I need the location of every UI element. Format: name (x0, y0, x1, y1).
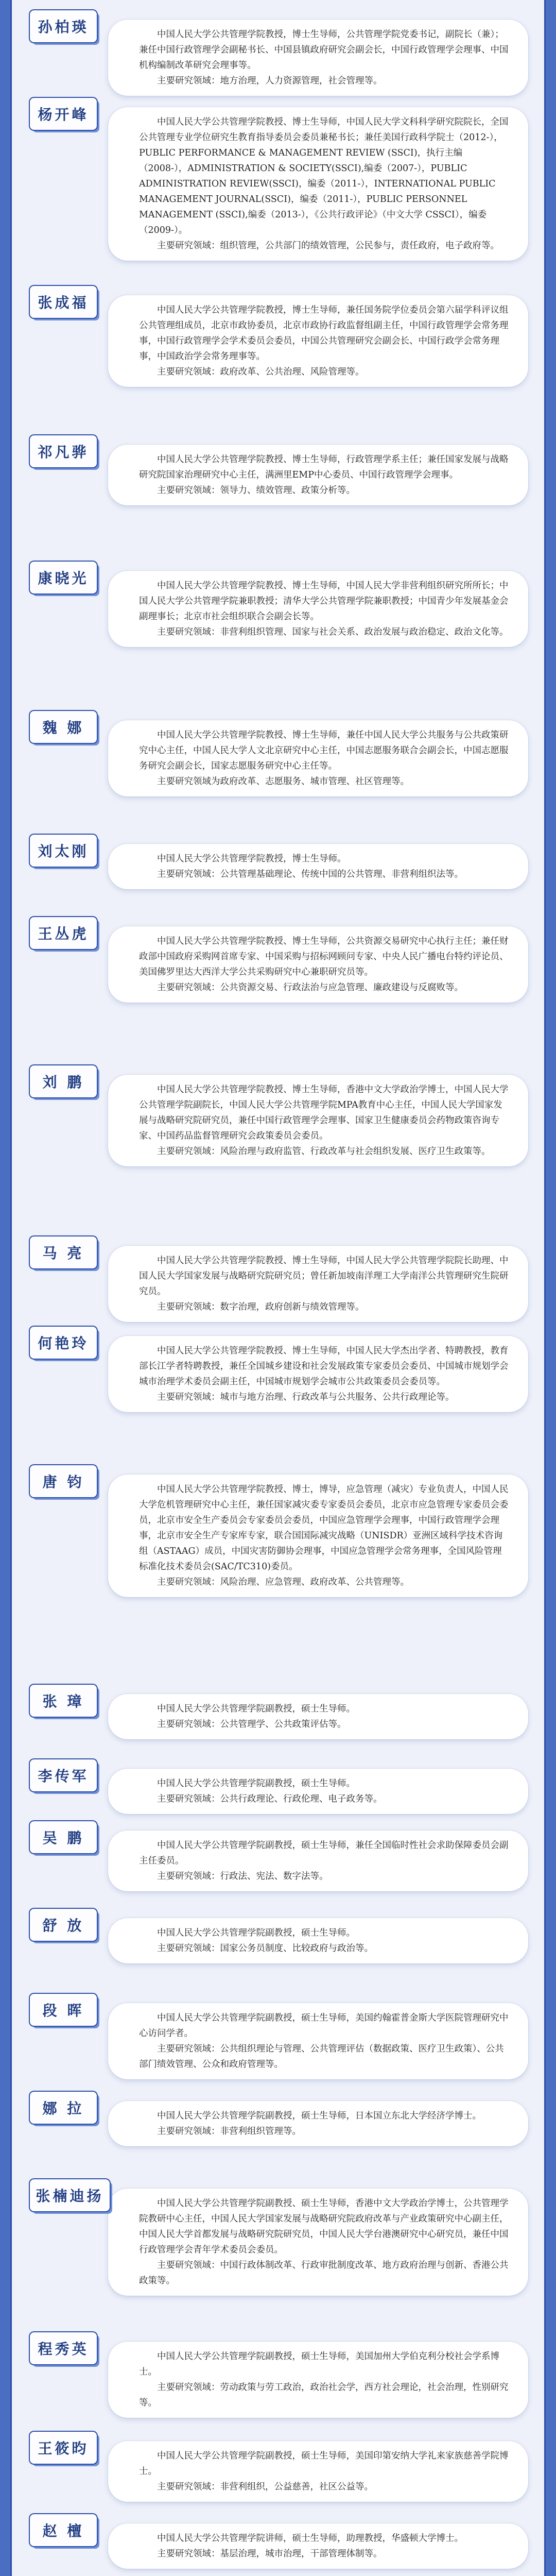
bio-text: 中国人民大学公共管理学院副教授，硕士生导师。 (157, 1704, 355, 1714)
research-areas-text: 主要研究领域：基层治理，城市治理，干部管理体制等。 (157, 2549, 383, 2559)
name-tag: 娜 拉 (30, 2092, 97, 2124)
bio-card (108, 2523, 528, 2569)
bio-card (108, 2342, 528, 2418)
bio-card (108, 1918, 528, 1963)
bio-text: 中国人民大学公共管理学院副教授，硕士生导师。 (157, 1778, 355, 1789)
research-areas-text: 主要研究领域：公共组织理论与管理、公共管理评估（数据政策、医疗卫生政策）、公共部门绩效管理、公众和政府管理等。 (139, 2044, 504, 2070)
bio-card (108, 1246, 528, 1322)
bio-text: 中国人民大学公共管理学院教授、博士生导师，中国人民大学文科科学研究院院长，全国公共管理专业学位研究生教育指导委员会委员兼秘书长；兼任美国行政科学院士（2012-），PUBLIC PERFORMANCE & MANAGEMENT REVIEW (SSCI)，执行主编（2008-），ADMINISTRATION & SOCIETY(SSCI),编委（2007-），PUBLIC ADMINISTRATION REVIEW(SSCI)，编委（2011-），INTERNATIONAL PUBLIC MANAGEMENT JOURNAL(SSCI)，编委（2011-），PUBLIC PERSONNEL MANAGEMENT (SSCI),编委（2013-），《公共行政评论》（中文大学 CSSCI），编委（2009-）。 (139, 117, 509, 235)
bio-text: 中国人民大学公共管理学院副教授，硕士生导师，兼任全国临时性社会求助保障委员会副主任委员。 (139, 1840, 509, 1866)
name-tag: 刘 鹏 (30, 1065, 97, 1097)
bio-card (108, 20, 528, 96)
name-tag: 吴 鹏 (30, 1821, 97, 1853)
research-areas-text: 主要研究领域：非营利组织管理等。 (157, 2126, 301, 2137)
bio-text: 中国人民大学公共管理学院教授、博士生导师，兼任中国人民大学公共服务与公共政策研究中心主任，中国人民大学人文北京研究中心主任，中国志愿服务联合会副会长，中国志愿服务研究会副会长，国家志愿服务研究中心主任等。 (139, 730, 509, 771)
bio-card (108, 2003, 528, 2079)
bio-text: 中国人民大学公共管理学院教授、博士生导师，中国人民大学非营利组织研究所所长；中国人民大学公共管理学院兼职教授；清华大学公共管理学院兼职教授；中国青少年发展基金会副理事长；北京市社会组织联合会副会长等。 (139, 581, 509, 622)
bio-text: 中国人民大学公共管理学院教授，博士生导师，兼任国务院学位委员会第六届学科评议组公共管理组成员，北京市政协委员，北京市政协行政监督组副主任，中国行政管理学会常务理事，中国行政管理学会学术委员会委员，中国公共管理研究会副会长、中国行政学会常务理事，中国政治学会常务理事等。 (139, 305, 509, 362)
bio-card (108, 926, 528, 1003)
bio-card (108, 445, 528, 505)
research-areas-text: 主要研究领域：地方治理，人力资源管理，社会管理等。 (157, 76, 383, 86)
name-tag: 舒 放 (30, 1909, 97, 1941)
name-tag: 魏 娜 (30, 711, 97, 743)
name-tag: 马 亮 (30, 1236, 97, 1268)
name-tag: 李传军 (30, 1759, 97, 1791)
bio-text: 中国人民大学公共管理学院副教授，硕士生导师，美国印第安纳大学礼来家族慈善学院博士。 (139, 2451, 509, 2477)
name-tag: 孙柏瑛 (30, 10, 97, 42)
research-areas-text: 主要研究领域：组织管理，公共部门的绩效管理，公民参与，责任政府，电子政府等。 (157, 241, 499, 251)
research-areas-text: 主要研究领域：公共资源交易、行政法治与应急管理、廉政建设与反腐败等。 (157, 982, 463, 993)
research-areas-text: 主要研究领域：公共管理学、公共政策评估等。 (157, 1719, 346, 1730)
bio-card (108, 1075, 528, 1166)
bio-card (108, 571, 528, 647)
bio-text: 中国人民大学公共管理学院教授、博士生导师，中国人民大学杰出学者、特聘教授，教育部长江学者特聘教授，兼任全国城乡建设和社会发展政策专家委员会委员、中国城市规划学会城市治理学术委员会副主任，中国城市规划学会城市公共政策委员会委员等。 (139, 1346, 509, 1387)
bio-card (108, 1694, 528, 1739)
name-tag: 张楠迪扬 (30, 2179, 110, 2211)
research-areas-text: 主要研究领域：非营利组织管理、国家与社会关系、政治发展与政治稳定、政治文化等。 (157, 627, 509, 637)
bio-text: 中国人民大学公共管理学院教授，博士生导师，公共管理学院党委书记，副院长（兼）；兼任中国行政管理学会副秘书长、中国县镇政府研究会副会长，中国行政管理学会理事、中国机构编制改革研究会理事等。 (139, 29, 509, 71)
name-tag: 王丛虎 (30, 917, 97, 949)
research-areas-text: 主要研究领域：非营利组织，公益慈善，社区公益等。 (157, 2482, 373, 2492)
bio-card (108, 2189, 528, 2296)
bio-card (108, 2101, 528, 2146)
research-areas-text: 主要研究领域：劳动政策与劳工政治，政治社会学，西方社会理论，社会治理，性别研究等。 (139, 2382, 509, 2408)
bio-text: 中国人民大学公共管理学院副教授，硕士生导师。 (157, 1928, 355, 1938)
bio-text: 中国人民大学公共管理学院讲师，硕士生导师，助理教授，华盛顿大学博士。 (157, 2533, 463, 2544)
bio-card (108, 1475, 528, 1597)
research-areas-text: 主要研究领域：风险治理、应急管理、政府改革、公共管理等。 (157, 1577, 409, 1587)
bio-text: 中国人民大学公共管理学院教授、博士，博导，应急管理（减灾）专业负责人，中国人民大学危机管理研究中心主任，兼任国家减灾委专家委员会委员，北京市应急管理专家委员会委员，北京市安全生产委员会专家委员会委员，中国应急管理学会理事，中国行政管理学会理事，北京市安全生产专家库专家，联合国国际减灾战略（UNISDR）亚洲区域科学技术咨询组（ASTAAG）成员，中国灾害防御协会理事，中国应急管理学会常务理事，全国风险管理标准化技术委员会(SAC/TC310)委员。 (139, 1484, 509, 1572)
name-tag: 刘太刚 (30, 835, 97, 867)
name-tag: 何艳玲 (30, 1327, 97, 1359)
research-areas-text: 主要研究领域：风险治理与政府监管、行政改革与社会组织发展、医疗卫生政策等。 (157, 1146, 491, 1157)
bio-text: 中国人民大学公共管理学院教授、博士生导师，行政管理学系主任；兼任国家发展与战略研究院国家治理研究中心主任，满洲里EMP中心委员、中国行政管理学会理事。 (139, 454, 509, 480)
bio-text: 中国人民大学公共管理学院教授、博士生导师，中国人民大学公共管理学院院长助理、中国人民大学国家发展与战略研究院研究员；曾任新加坡南洋理工大学南洋公共管理研究生院研究员。 (139, 1256, 509, 1297)
bio-card (108, 107, 528, 261)
bio-text: 中国人民大学公共管理学院副教授，硕士生导师，美国加州大学伯克利分校社会学系博士。 (139, 2351, 499, 2377)
bio-card (108, 1769, 528, 1814)
research-areas-text: 主要研究领域：公共管理基础理论、传统中国的公共管理、非营利组织法等。 (157, 869, 463, 879)
bio-text: 中国人民大学公共管理学院教授、博士生导师，公共资源交易研究中心执行主任；兼任财政部中国政府采购网首席专家、中国采购与招标网顾问专家、中央人民广播电台特约评论员、美国佛罗里达大西洋大学公共采购研究中心兼职研究员等。 (139, 936, 509, 977)
bio-card (108, 1831, 528, 1891)
research-areas-text: 主要研究领域：公共行政理论、行政伦理、电子政务等。 (157, 1794, 383, 1804)
bio-text: 中国人民大学公共管理学院教授，博士生导师。 (157, 854, 346, 864)
bio-card (108, 295, 528, 387)
name-tag: 段 晖 (30, 1994, 97, 2026)
research-areas-text: 主要研究领域：中国行政体制改革、行政审批制度改革、地方政府治理与创新、香港公共政策等。 (139, 2260, 509, 2286)
bio-text: 中国人民大学公共管理学院副教授，硕士生导师，美国约翰霍普金斯大学医院管理研究中心访问学者。 (139, 2013, 509, 2039)
name-tag: 王筱昀 (30, 2432, 97, 2464)
name-tag: 康晓光 (30, 562, 97, 594)
name-tag: 赵 檀 (30, 2514, 97, 2546)
bio-card (108, 1336, 528, 1412)
bio-text: 中国人民大学公共管理学院教授、博士生导师，香港中文大学政治学博士，中国人民大学公共管理学院副院长，中国人民大学公共管理学院MPA教育中心主任，中国人民大学国家发展与战略研究院研究员，兼任中国行政管理学会理事、国家卫生健康委员会药物政策咨询专家、中国药品监督管理研究会政策委员会委员。 (139, 1084, 509, 1141)
bio-card (108, 2441, 528, 2502)
research-areas-text: 主要研究领域：国家公务员制度、比较政府与政治等。 (157, 1943, 373, 1954)
name-tag: 张 璋 (30, 1685, 97, 1717)
bio-text: 中国人民大学公共管理学院副教授、硕士生导师，香港中文大学政治学博士，公共管理学院教研中心主任，中国人民大学国家发展与战略研究院政府改革与产业政策研究中心副主任，中国人民大学首都发展与战略研究院研究员，中国人民大学台港澳研究中心研究员，兼任中国行政管理学会青年学术委员会委员。 (139, 2198, 509, 2255)
bio-card (108, 844, 528, 889)
research-areas-text: 主要研究领域：行政法、宪法、数字法等。 (157, 1871, 328, 1882)
bio-card (108, 720, 528, 796)
research-areas-text: 主要研究领域为政府改革、志愿服务、城市管理、社区管理等。 (157, 776, 409, 787)
research-areas-text: 主要研究领域：领导力、绩效管理、政策分析等。 (157, 485, 355, 496)
research-areas-text: 主要研究领域：数字治理，政府创新与绩效管理等。 (157, 1302, 364, 1312)
name-tag: 唐 钧 (30, 1465, 97, 1497)
name-tag: 程秀英 (30, 2332, 97, 2364)
name-tag: 杨开峰 (30, 98, 97, 130)
research-areas-text: 主要研究领域：城市与地方治理、行政改革与公共服务、公共行政理论等。 (157, 1392, 455, 1402)
research-areas-text: 主要研究领域：政府改革、公共治理、风险管理等。 (157, 367, 364, 377)
name-tag: 祁凡骅 (30, 435, 97, 467)
name-tag: 张成福 (30, 286, 97, 318)
bio-text: 中国人民大学公共管理学院副教授，硕士生导师，日本国立东北大学经济学博士。 (157, 2111, 481, 2121)
